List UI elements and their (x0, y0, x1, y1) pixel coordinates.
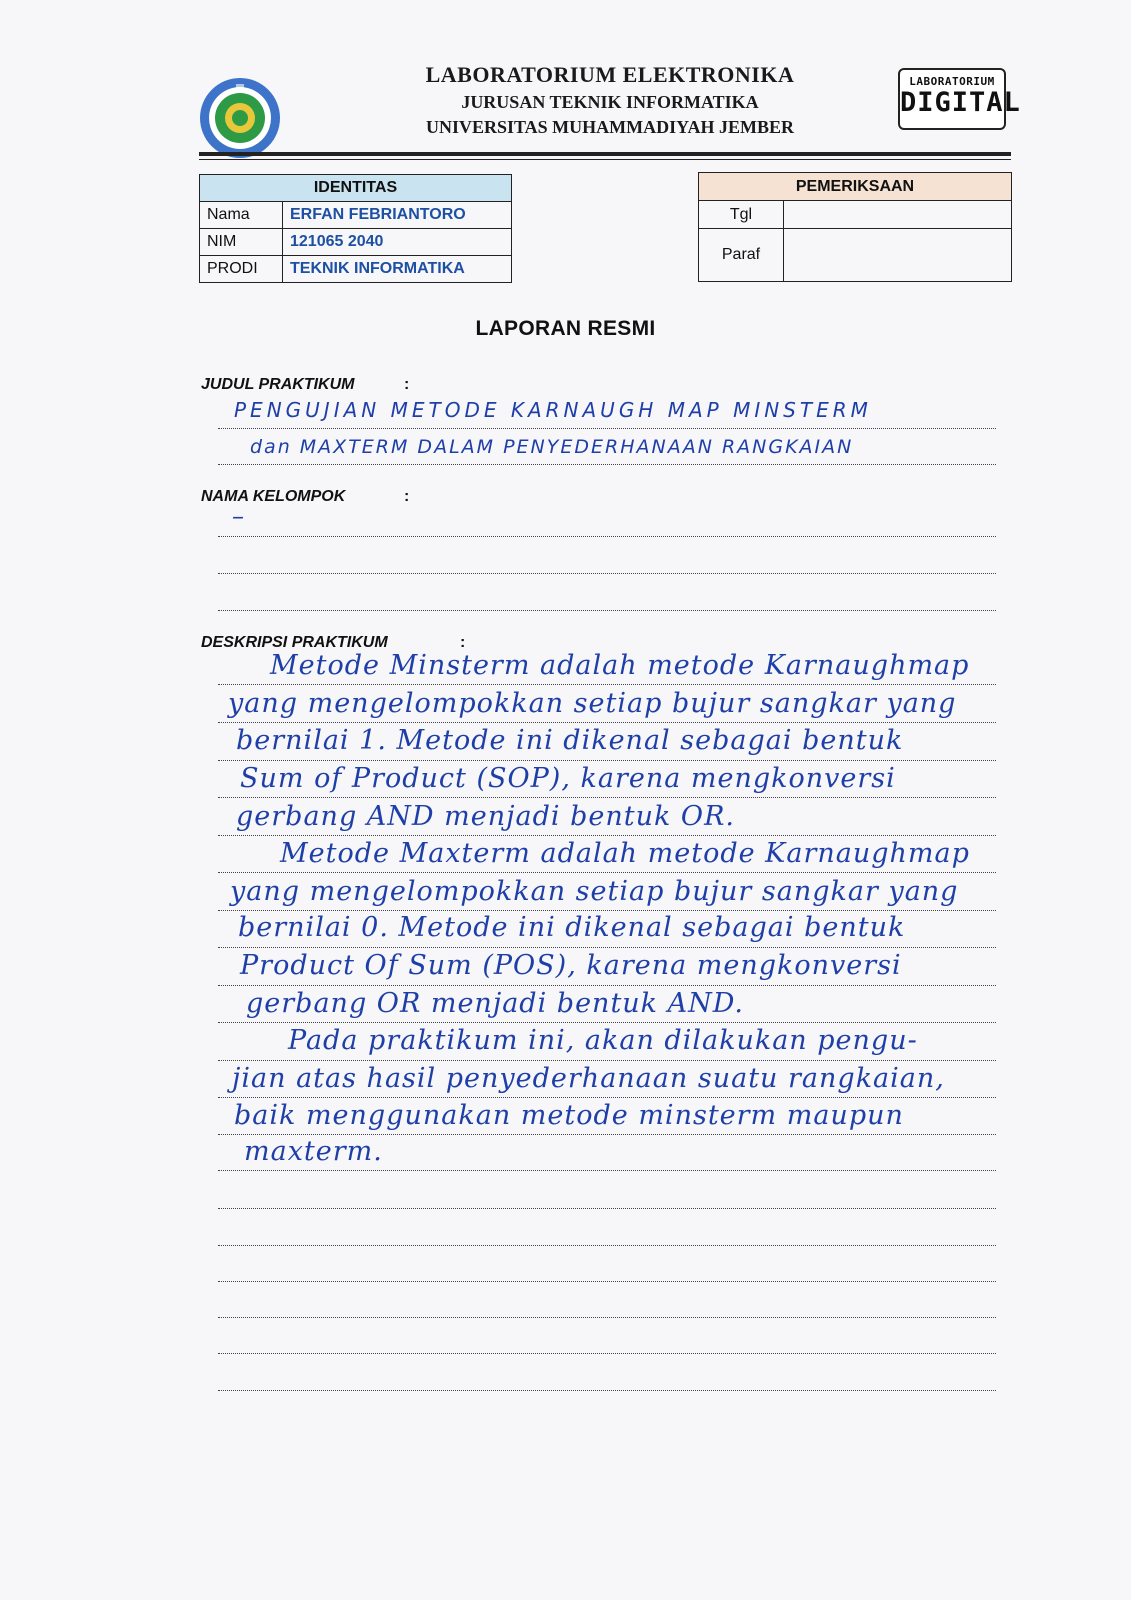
dotted-line (218, 797, 996, 798)
dotted-line (218, 722, 996, 723)
dotted-line (218, 1170, 996, 1171)
deskripsi-line-1: Metode Minsterm adalah metode Karnaughmap (270, 650, 970, 681)
deskripsi-line-13: baik menggunakan metode minsterm maupun (234, 1100, 904, 1131)
dotted-line (218, 1208, 996, 1209)
identity-table-title: IDENTITAS (200, 175, 512, 202)
department-name: JURUSAN TEKNIK INFORMATIKA (461, 92, 759, 112)
examination-table-title: PEMERIKSAAN (699, 173, 1012, 201)
deskripsi-line-7: yang mengelompokkan setiap bujur sangkar yang (230, 876, 959, 907)
table-row (200, 202, 512, 229)
header-divider (199, 152, 1011, 156)
dotted-line (218, 910, 996, 911)
dotted-line (218, 536, 996, 537)
dotted-line (218, 1245, 996, 1246)
lab-digital-badge (898, 68, 1021, 130)
dotted-line (218, 1060, 996, 1061)
deskripsi-line-14: maxterm. (244, 1136, 383, 1167)
identity-table (199, 174, 512, 283)
deskripsi-line-10: gerbang OR menjadi bentuk AND. (246, 988, 745, 1019)
date-label: Tgl (699, 201, 784, 229)
university-name: UNIVERSITAS MUHAMMADIYAH JEMBER (425, 117, 795, 137)
dotted-line (218, 1317, 996, 1318)
deskripsi-line-9: Product Of Sum (POS), karena mengkonversi (240, 950, 902, 981)
deskripsi-label: DESKRIPSI PRAKTIKUM (201, 634, 388, 651)
prodi-label: PRODI (200, 256, 283, 283)
signature-label: Paraf (699, 229, 784, 282)
dotted-line (218, 573, 996, 574)
badge-top-text: LABORATORIUM (909, 75, 995, 88)
dotted-line (218, 1390, 996, 1391)
dotted-line (218, 610, 996, 611)
dotted-line (218, 684, 996, 685)
deskripsi-colon: : (460, 634, 466, 651)
university-logo (198, 76, 282, 160)
judul-line-1: PENGUJIAN METODE KARNAUGH MAP MINSTERM (234, 398, 872, 422)
deskripsi-line-5: gerbang AND menjadi bentuk OR. (236, 801, 735, 832)
dotted-line (218, 1134, 996, 1135)
report-title: LAPORAN RESMI (475, 317, 656, 340)
deskripsi-line-3: bernilai 1. Metode ini dikenal sebagai bentuk (236, 725, 904, 756)
dotted-line (218, 1022, 996, 1023)
table-row (699, 229, 1012, 282)
table-row (200, 256, 512, 283)
table-row (699, 201, 1012, 229)
nim-label: NIM (200, 229, 283, 256)
dotted-line (218, 835, 996, 836)
judul-colon: : (404, 376, 410, 393)
kelompok-value: – (232, 502, 245, 530)
dotted-line (218, 1353, 996, 1354)
deskripsi-line-4: Sum of Product (SOP), karena mengkonversi (240, 763, 896, 794)
signature-field (784, 229, 1012, 282)
prodi-value: TEKNIK INFORMATIKA (283, 256, 512, 283)
date-field (784, 201, 1012, 229)
dotted-line (218, 464, 996, 465)
nim-value: 121065 2040 (283, 229, 512, 256)
name-value: ERFAN FEBRIANTORO (283, 202, 512, 229)
kelompok-colon: : (404, 488, 410, 505)
header-divider-thin (199, 159, 1011, 160)
examination-table (698, 172, 1012, 282)
deskripsi-line-12: jian atas hasil penyederhanaan suatu rangkaian, (232, 1063, 945, 1094)
lab-name: LABORATORIUM ELEKTRONIKA (425, 62, 795, 87)
deskripsi-line-6: Metode Maxterm adalah metode Karnaughmap (280, 838, 970, 869)
judul-line-2: dan MAXTERM DALAM PENYEDERHANAAN RANGKAIAN (250, 436, 854, 458)
deskripsi-line-11: Pada praktikum ini, akan dilakukan pengu- (288, 1025, 918, 1056)
judul-label: JUDUL PRAKTIKUM (201, 376, 355, 393)
badge-main-text: DIGITAL (900, 87, 1021, 118)
kelompok-label: NAMA KELOMPOK (201, 488, 346, 505)
dotted-line (218, 760, 996, 761)
dotted-line (218, 872, 996, 873)
dotted-line (218, 428, 996, 429)
dotted-line (218, 985, 996, 986)
dotted-line (218, 1281, 996, 1282)
name-label: Nama (200, 202, 283, 229)
dotted-line (218, 947, 996, 948)
table-row (200, 229, 512, 256)
deskripsi-line-2: yang mengelompokkan setiap bujur sangkar yang (228, 688, 957, 719)
deskripsi-line-8: bernilai 0. Metode ini dikenal sebagai bentuk (238, 912, 906, 943)
dotted-line (218, 1097, 996, 1098)
